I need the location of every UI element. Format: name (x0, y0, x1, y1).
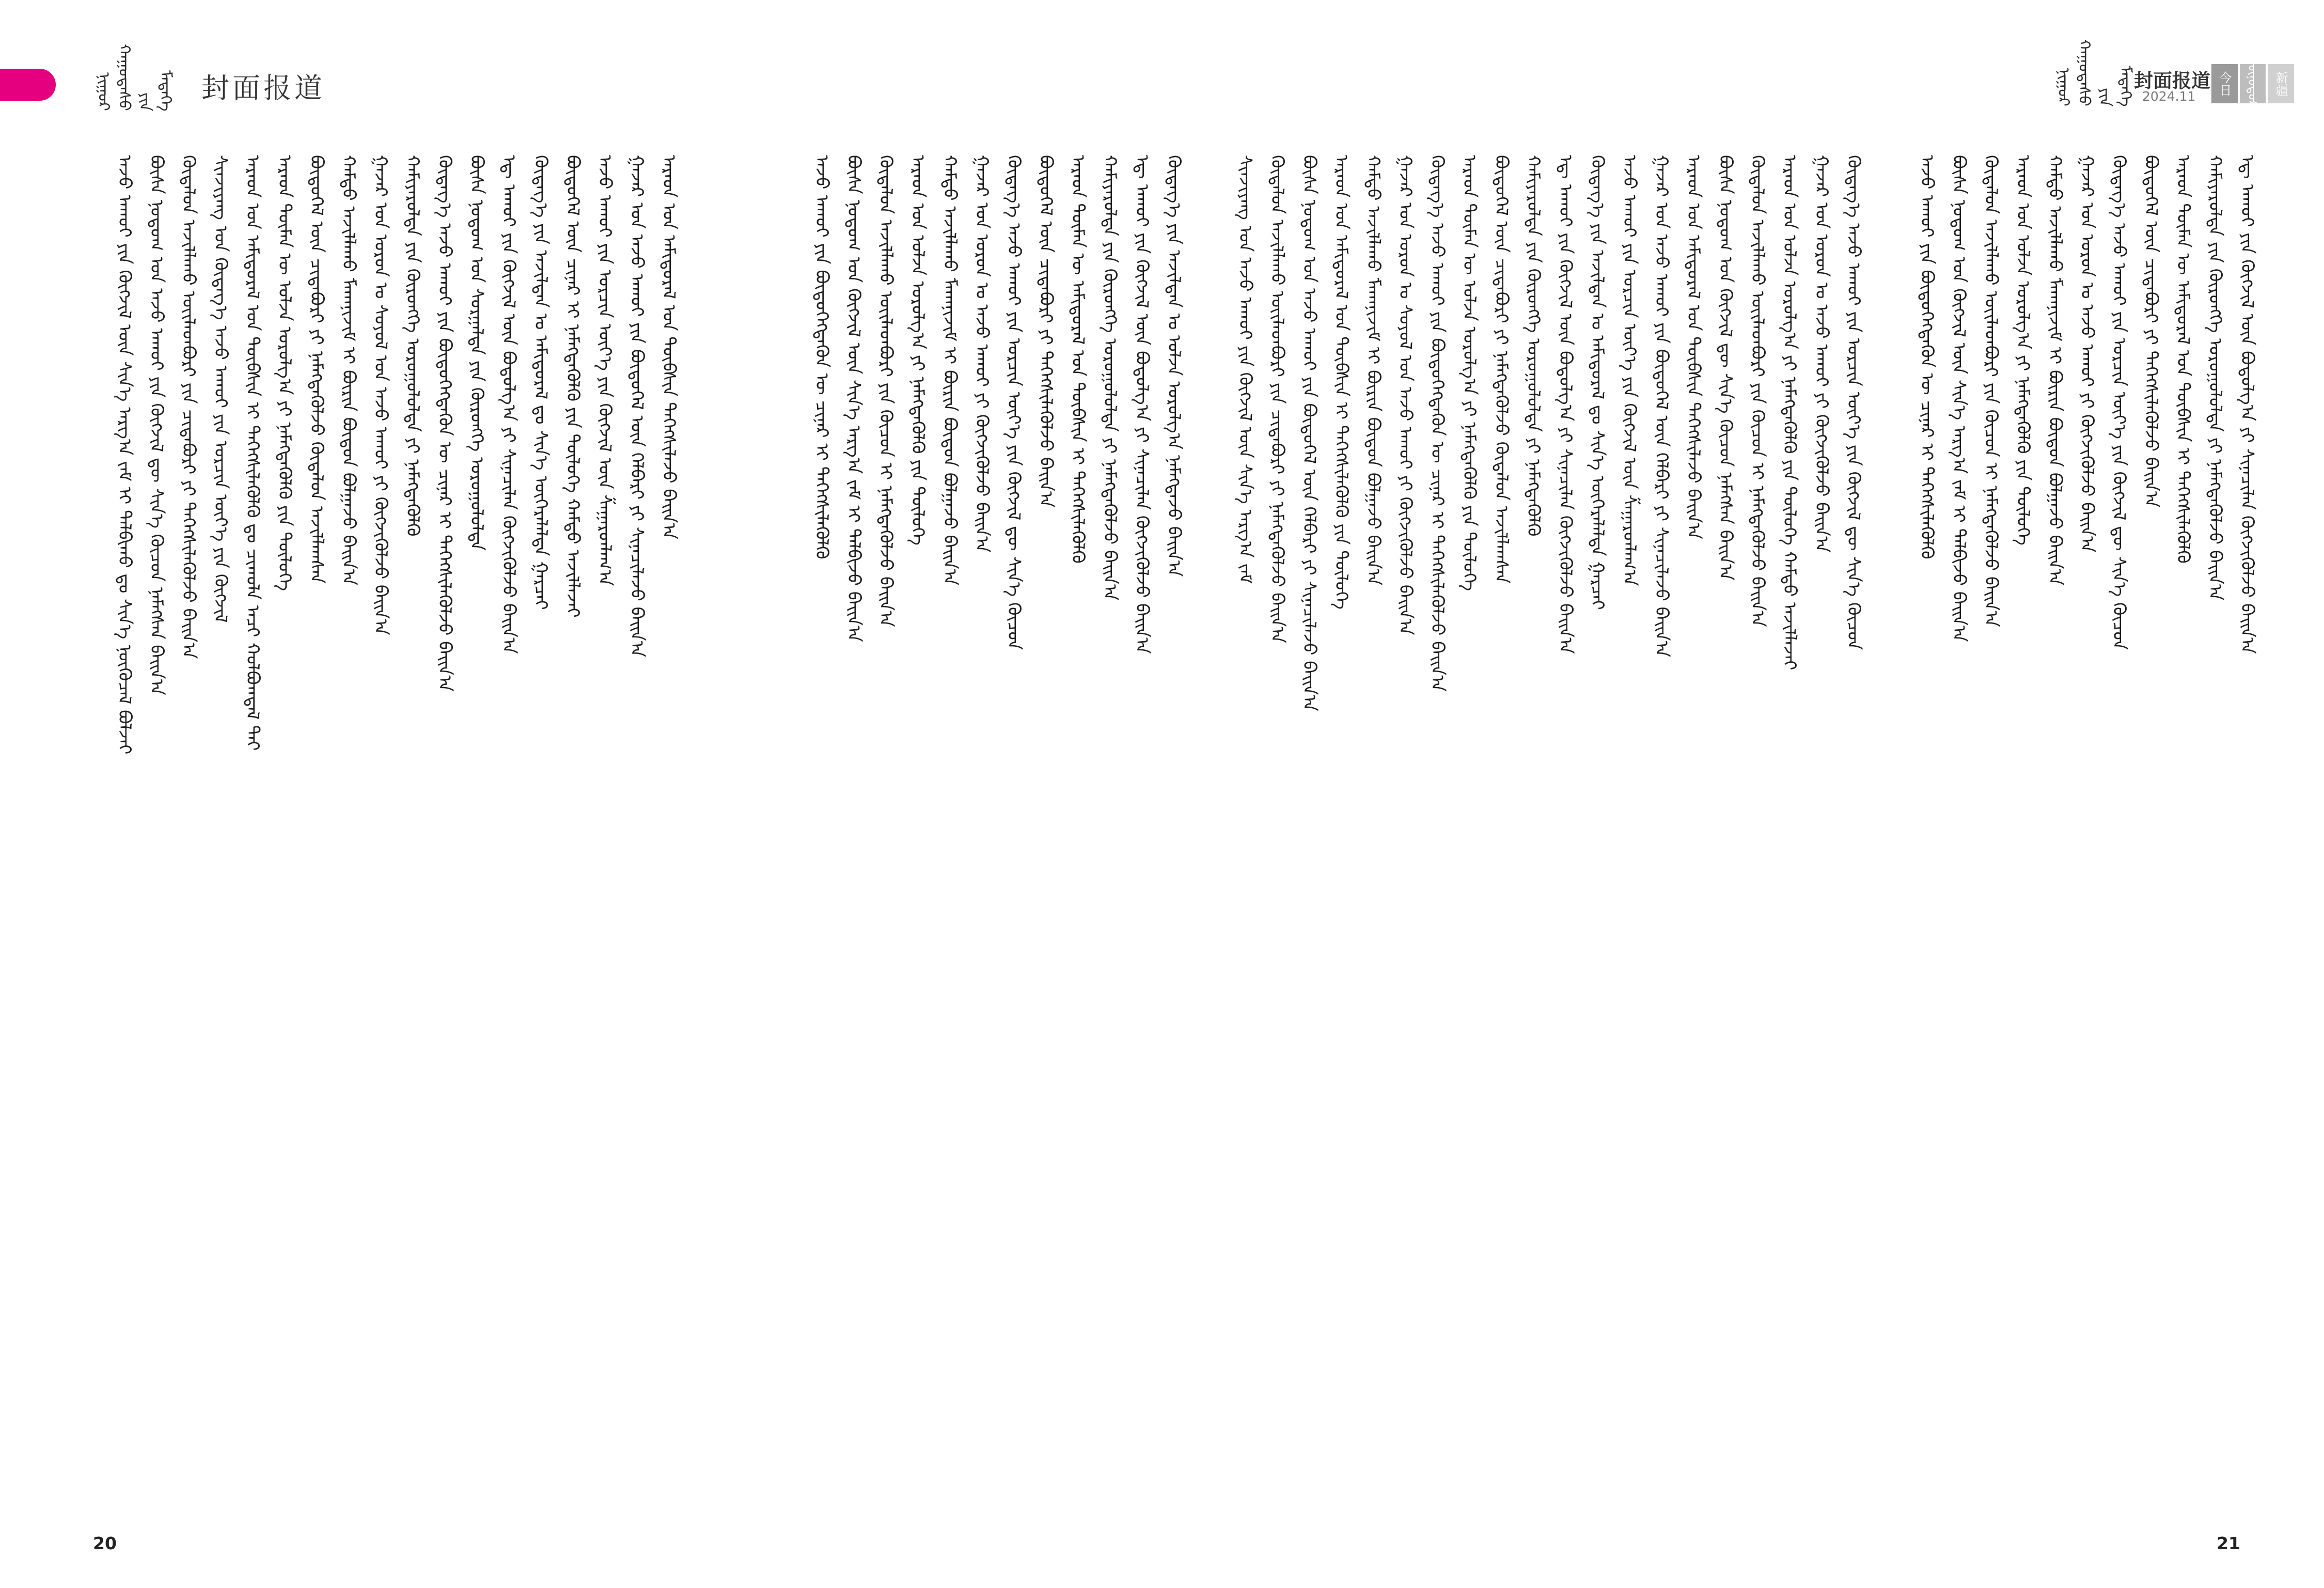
text-line: ᠡᠳ᠋ ᠠᠬᠤᠢ ᠶᠢᠨ ᠬᠥᠭᠵᠢᠯ ᠦᠨ ᠪᠣᠳᠣᠯᠭ᠎ᠠ ᠶᠢ ᠰᠢᠨᠡᠴᠢᠯᠡᠨ ᠬᠥᠭᠵᠢᠭᠦᠯᠵᠦ ᠪᠠᠢᠨ᠎ᠠ (2237, 155, 2257, 654)
text-line: ᠡᠳ᠋ ᠠᠬᠤᠢ ᠶᠢᠨ ᠬᠥᠭᠵᠢᠯ ᠦᠨ ᠪᠣᠳᠣᠯᠭ᠎ᠠ ᠶᠢ ᠰᠢᠨᠡᠴᠢᠯᠡᠨ ᠬᠥᠭᠵᠢᠭᠦᠯᠵᠦ ᠪᠠᠢᠨ᠎ᠠ (1555, 155, 1576, 654)
text-line: ᠠᠷᠠᠳ ᠤᠨ ᠣᠯᠵᠠ ᠣᠷᠣᠯᠭ᠎ᠠ ᠶᠢ ᠨᠡᠮᠡᠭᠳᠡᠭᠦᠯᠬᠦ ᠶᠢᠨ ᠲᠥᠯᠥᠭᠡ (2013, 155, 2033, 546)
text-line: ᠪᠦᠲᠦᠭᠡᠯ ᠦᠨ ᠴᠢᠳᠠᠪᠤᠷᠢ ᠶᠢ ᠳᠡᠭᠡᠭᠰᠢᠯᠡᠭᠦᠯᠵᠦ ᠪᠠᠢᠨ᠎ᠠ (2141, 155, 2161, 508)
text-line: ᠬᠥᠳᠡᠯᠦᠨ ᠠᠵᠢᠯᠯᠠᠬᠤ ᠦᠢᠯᠡᠳᠪᠦᠷᠢ ᠶᠢᠨ ᠴᠢᠳᠠᠪᠤᠷᠢ ᠶᠢ ᠳᠡᠭᠡᠭᠰᠢᠯᠡᠭᠦᠯᠵᠦ ᠪᠠᠢᠨ᠎ᠠ (178, 155, 199, 659)
text-line: ᠠᠷᠠᠳ ᠤᠨ ᠠᠮᠢᠳᠤᠷᠠᠯ ᠤᠨ ᠲᠦᠪᠰᠢᠨ ᠳᠡᠭᠡᠭᠰᠢᠯᠡᠵᠦ ᠪᠠᠢᠨ᠎ᠠ (658, 155, 679, 539)
section-title-word: ᠮᠡᠳᠡᠭᠡ (2116, 65, 2134, 106)
text-line: ᠪᠦᠲᠦᠭᠡᠯ ᠦᠨ ᠴᠢᠳᠠᠪᠤᠷᠢ ᠶᠢ ᠨᠡᠮᠡᠭᠳᠡᠭᠦᠯᠵᠦ ᠬᠥᠳᠡᠯᠦᠨ ᠠᠵᠢᠯᠯᠠᠭᠰᠠᠨ (306, 155, 327, 584)
text-line: ᠭᠠᠵᠠᠷ ᠤᠨ ᠣᠷᠣᠨ ᠤ ᠠᠵᠤ ᠠᠬᠤᠢ ᠶᠢ ᠬᠥᠭᠵᠢᠭᠦᠯᠵᠦ ᠪᠠᠢᠨ᠎ᠠ (971, 155, 992, 553)
text-line: ᠠᠵᠤ ᠠᠬᠤᠢ ᠶᠢᠨ ᠣᠷᠴᠢᠨ ᠦᠶ᠎ᠡ ᠶᠢᠨ ᠬᠥᠭᠵᠢᠯ ᠦᠨ ᠱᠠᠭᠠᠷᠳᠯᠠᠭ᠎ᠠ (594, 155, 615, 586)
text-line: ᠭᠠᠵᠠᠷ ᠤᠨ ᠣᠷᠣᠨ ᠤ ᠰᠣᠶᠣᠯ ᠤᠨ ᠠᠵᠤ ᠠᠬᠤᠢ ᠶᠢ ᠬᠥᠭᠵᠢᠭᠦᠯᠵᠦ ᠪᠠᠢᠨ᠎ᠠ (1395, 155, 1416, 635)
text-line: ᠬᠠᠮᠢᠶᠠᠷᠤᠯᠲᠠ ᠶᠢᠨ ᠬᠥᠷᠥᠩᠭᠡ ᠣᠷᠣᠭᠤᠯᠤᠯᠲᠠ ᠶᠢ ᠨᠡᠮᠡᠭᠳᠡᠭᠦᠯᠵᠦ ᠪᠠᠢᠨ᠎ᠠ (1100, 155, 1120, 601)
text-line: ᠬᠥᠳᠡᠭ᠎ᠡ ᠠᠵᠤ ᠠᠬᠤᠢ ᠶᠢᠨ ᠣᠷᠴᠢᠨ ᠦᠶ᠎ᠡ ᠶᠢᠨ ᠬᠥᠭᠵᠢᠯ ᠳᠦ ᠰᠢᠨ᠎ᠡ ᠬᠦᠴᠦᠨ (1843, 155, 1864, 650)
text-line: ᠠᠷᠠᠳ ᠲᠦᠮᠡᠨ ᠦ ᠣᠯᠵᠠ ᠣᠷᠣᠯᠭ᠎ᠠ ᠶᠢ ᠨᠡᠮᠡᠭᠳᠡᠭᠦᠯᠬᠦ ᠶᠢᠨ ᠲᠥᠯᠥᠭᠡ (1459, 155, 1480, 591)
issue-number: 2024.11 (2142, 89, 2196, 104)
text-line: ᠭᠠᠵᠠᠷ ᠤᠨ ᠠᠵᠤ ᠠᠬᠤᠢ ᠶᠢᠨ ᠪᠦᠲᠦᠭᠡᠯ ᠦᠨ ᠬᠡᠯᠪᠡᠷᠢ ᠶᠢ ᠰᠢᠨᠡᠴᠢᠯᠡᠵᠦ ᠪᠠᠢᠨ᠎ᠠ (1651, 155, 1672, 658)
section-title-word: ᠨᠢᠭᠤᠷ (95, 72, 113, 111)
text-line: ᠬᠠᠮᠲᠤ ᠠᠵᠢᠯᠯᠠᠬᠤ ᠮᠡᠬᠠᠨᠢᠵᠢᠮ ᠢ ᠪᠦᠷᠢᠨ ᠪᠦᠲᠦᠨ ᠪᠣᠯᠭᠠᠵᠤ ᠪᠠᠢᠨ᠎ᠠ (939, 155, 960, 586)
text-line: ᠪᠦᠰᠡ ᠨᠤᠲᠤᠭ ᠤᠨ ᠠᠵᠤ ᠠᠬᠤᠢ ᠶᠢᠨ ᠬᠥᠭᠵᠢᠯ ᠳᠦ ᠰᠢᠨ᠎ᠡ ᠬᠦᠴᠦᠨ ᠨᠡᠮᠡᠭᠰᠡᠨ ᠪᠠᠢᠨ᠎ᠠ (146, 155, 167, 695)
text-line: ᠠᠷᠠᠳ ᠤᠨ ᠠᠮᠢᠳᠤᠷᠠᠯ ᠤᠨ ᠲᠦᠪᠰᠢᠨ ᠢ ᠳᠡᠭᠡᠭᠰᠢᠯᠡᠭᠦᠯᠬᠦ ᠶᠢᠨ ᠲᠥᠯᠥᠭᠡ (1331, 155, 1352, 610)
text-line: ᠠᠷᠠᠳ ᠲᠦᠮᠡᠨ ᠦ ᠣᠯᠵᠠ ᠣᠷᠣᠯᠭ᠎ᠠ ᠶᠢ ᠨᠡᠮᠡᠭᠳᠡᠭᠦᠯᠬᠦ ᠶᠢᠨ ᠲᠥᠯᠥᠭᠡ (274, 155, 295, 591)
text-line: ᠬᠠᠮᠲᠤ ᠠᠵᠢᠯᠯᠠᠬᠤ ᠮᠡᠬᠠᠨᠢᠵᠢᠮ ᠢ ᠪᠦᠷᠢᠨ ᠪᠦᠲᠦᠨ ᠪᠣᠯᠭᠠᠵᠤ ᠪᠠᠢᠨ᠎ᠠ (2045, 155, 2065, 586)
text-line: ᠬᠠᠮᠲᠤ ᠠᠵᠢᠯᠯᠠᠬᠤ ᠮᠡᠬᠠᠨᠢᠵᠢᠮ ᠢ ᠪᠦᠷᠢᠨ ᠪᠦᠲᠦᠨ ᠪᠣᠯᠭᠠᠵᠤ ᠪᠠᠢᠨ᠎ᠠ (1363, 155, 1384, 586)
text-line: ᠬᠥᠳᠡᠯᠦᠨ ᠠᠵᠢᠯᠯᠠᠬᠤ ᠦᠢᠯᠡᠳᠪᠦᠷᠢ ᠶᠢᠨ ᠴᠢᠳᠠᠪᠤᠷᠢ ᠶᠢ ᠨᠡᠮᠡᠭᠳᠡᠭᠦᠯᠵᠦ ᠪᠠᠢᠨ᠎ᠠ (1267, 155, 1287, 643)
text-line: ᠪᠦᠰᠡ ᠨᠤᠲᠤᠭ ᠤᠨ ᠬᠥᠭᠵᠢᠯ ᠳᠦ ᠰᠢᠨ᠎ᠡ ᠬᠦᠴᠦᠨ ᠨᠡᠮᠡᠭᠰᠡᠨ ᠪᠠᠢᠨ᠎ᠠ (1715, 155, 1736, 581)
text-line: ᠬᠥᠳᠡᠭ᠎ᠡ ᠶᠢᠨ ᠠᠵᠢᠯᠲᠠᠨ ᠤ ᠠᠮᠢᠳᠤᠷᠠᠯ ᠳᠤ ᠰᠢᠨ᠎ᠡ ᠥᠭᠡᠷᠡᠯᠡᠯᠲᠡ ᠭᠠᠷᠴᠠᠢ (1587, 155, 1608, 610)
text-line: ᠬᠥᠳᠡᠭ᠎ᠡ ᠶᠢᠨ ᠠᠵᠢᠯᠲᠠᠨ ᠤ ᠣᠯᠵᠠ ᠣᠷᠣᠯᠭ᠎ᠠ ᠨᠡᠮᠡᠭᠳᠡᠵᠦ ᠪᠠᠢᠨ᠎ᠠ (1164, 155, 1184, 577)
text-line: ᠠᠵᠤ ᠠᠬᠤᠢ ᠶᠢᠨ ᠣᠷᠴᠢᠨ ᠦᠶ᠎ᠡ ᠶᠢᠨ ᠬᠥᠭᠵᠢᠯ ᠦᠨ ᠱᠠᠭᠠᠷᠳᠯᠠᠭ᠎ᠠ (1619, 155, 1640, 586)
section-tab-marker (0, 69, 56, 101)
text-line: ᠭᠠᠵᠠᠷ ᠤᠨ ᠣᠷᠣᠨ ᠤ ᠠᠵᠤ ᠠᠬᠤᠢ ᠶᠢ ᠬᠥᠭᠵᠢᠭᠦᠯᠵᠦ ᠪᠠᠢᠨ᠎ᠠ (1811, 155, 1832, 553)
text-line: ᠠᠷᠠᠳ ᠲᠦᠮᠡᠨ ᠦ ᠠᠮᠢᠳᠤᠷᠠᠯ ᠤᠨ ᠲᠦᠪᠰᠢᠨ ᠢ ᠳᠡᠭᠡᠭᠰᠢᠯᠡᠭᠦᠯᠬᠦ (2173, 155, 2193, 564)
text-line: ᠬᠥᠳᠡᠯᠦᠨ ᠠᠵᠢᠯᠯᠠᠬᠤ ᠦᠢᠯᠡᠳᠪᠦᠷᠢ ᠶᠢᠨ ᠬᠦᠴᠦᠨ ᠢ ᠨᠡᠮᠡᠭᠳᠡᠭᠦᠯᠵᠦ ᠪᠠᠢᠨ᠎ᠠ (875, 155, 896, 627)
text-line: ᠬᠥᠳᠡᠭ᠎ᠡ ᠠᠵᠤ ᠠᠬᠤᠢ ᠶᠢᠨ ᠪᠦᠲᠦᠭᠡᠭᠳᠡᠬᠦᠨ ᠦ ᠴᠢᠨᠠᠷ ᠢ ᠳᠡᠭᠡᠭᠰᠢᠯᠡᠭᠦᠯᠵᠦ ᠪᠠᠢᠨ᠎ᠠ (434, 155, 455, 692)
section-title-mongolian-left (95, 44, 175, 111)
text-line: ᠠᠷᠠᠳ ᠲᠦᠮᠡᠨ ᠦ ᠠᠮᠢᠳᠤᠷᠠᠯ ᠤᠨ ᠲᠦᠪᠰᠢᠨ ᠢ ᠳᠡᠭᠡᠭᠰᠢᠯᠡᠭᠦᠯᠬᠦ (1067, 155, 1088, 564)
text-line: ᠠᠷᠠᠳ ᠤᠨ ᠣᠯᠵᠠ ᠣᠷᠣᠯᠭ᠎ᠠ ᠶᠢ ᠨᠡᠮᠡᠭᠳᠡᠭᠦᠯᠬᠦ ᠶᠢᠨ ᠲᠥᠯᠥᠭᠡ ᠬᠠᠮᠲᠤ ᠠᠵᠢᠯᠯᠠᠵᠠᠢ (1779, 155, 1800, 671)
text-line: ᠪᠦᠰᠡ ᠨᠤᠲᠤᠭ ᠤᠨ ᠠᠵᠤ ᠠᠬᠤᠢ ᠶᠢᠨ ᠪᠦᠲᠦᠭᠡᠯ ᠦᠨ ᠬᠡᠯᠪᠡᠷᠢ ᠶᠢ ᠰᠢᠨᠡᠴᠢᠯᠡᠵᠦ ᠪᠠᠢᠨ᠎ᠠ (1299, 155, 1320, 711)
text-line: ᠬᠥᠳᠡᠯᠦᠨ ᠠᠵᠢᠯᠯᠠᠬᠤ ᠦᠢᠯᠡᠳᠪᠦᠷᠢ ᠶᠢᠨ ᠬᠦᠴᠦᠨ ᠢ ᠨᠡᠮᠡᠭᠳᠡᠭᠦᠯᠵᠦ ᠪᠠᠢᠨ᠎ᠠ (1747, 155, 1768, 627)
logo-part: 今日 (2211, 64, 2238, 103)
text-line: ᠠᠵᠤ ᠠᠬᠤᠢ ᠶᠢᠨ ᠬᠥᠭᠵᠢᠯ ᠦᠨ ᠱᠢᠨ᠎ᠡ ᠠᠷᠭ᠎ᠠ ᠵᠠᠮ ᠢ ᠲᠠᠯᠪᠢᠬᠤ ᠳᠤ ᠰᠢᠨ᠎ᠡ ᠨᠦᠭᠦᠴᠡᠯ ᠪᠣᠯᠵᠠᠢ (114, 155, 135, 755)
page-number-left: 20 (93, 1533, 117, 1553)
text-line: ᠬᠥᠳᠡᠭ᠎ᠡ ᠠᠵᠤ ᠠᠬᠤᠢ ᠶᠢᠨ ᠣᠷᠴᠢᠨ ᠦᠶ᠎ᠡ ᠶᠢᠨ ᠬᠥᠭᠵᠢᠯ ᠳᠦ ᠰᠢᠨ᠎ᠡ ᠬᠦᠴᠦᠨ (1003, 155, 1024, 650)
text-line: ᠬᠥᠳᠡᠭ᠎ᠡ ᠶᠢᠨ ᠠᠵᠢᠯᠲᠠᠨ ᠤ ᠠᠮᠢᠳᠤᠷᠠᠯ ᠳᠤ ᠰᠢᠨ᠎ᠡ ᠥᠭᠡᠷᠡᠯᠡᠯᠲᠡ ᠭᠠᠷᠴᠠᠢ (530, 155, 551, 610)
text-line: ᠠᠷᠠᠳ ᠤᠨ ᠠᠮᠢᠳᠤᠷᠠᠯ ᠤᠨ ᠲᠦᠪᠰᠢᠨ ᠳᠡᠭᠡᠭᠰᠢᠯᠡᠵᠦ ᠪᠠᠢᠨ᠎ᠠ (1683, 155, 1704, 539)
text-line: ᠬᠥᠳᠡᠭ᠎ᠡ ᠠᠵᠤ ᠠᠬᠤᠢ ᠶᠢᠨ ᠣᠷᠴᠢᠨ ᠦᠶ᠎ᠡ ᠶᠢᠨ ᠬᠥᠭᠵᠢᠯ ᠳᠦ ᠰᠢᠨ᠎ᠡ ᠬᠦᠴᠦᠨ (2109, 155, 2129, 650)
text-line: ᠬᠠᠮᠢᠶᠠᠷᠤᠯᠲᠠ ᠶᠢᠨ ᠬᠥᠷᠥᠩᠭᠡ ᠣᠷᠣᠭᠤᠯᠤᠯᠲᠠ ᠶᠢ ᠨᠡᠮᠡᠭᠳᠡᠭᠦᠯᠬᠦ (1523, 155, 1544, 537)
text-line: ᠭᠠᠵᠠᠷ ᠤᠨ ᠠᠵᠤ ᠠᠬᠤᠢ ᠶᠢᠨ ᠪᠦᠲᠦᠭᠡᠯ ᠦᠨ ᠬᠡᠯᠪᠡᠷᠢ ᠶᠢ ᠰᠢᠨᠡᠴᠢᠯᠡᠵᠦ ᠪᠠᠢᠨ᠎ᠠ (626, 155, 647, 658)
page-number-right: 21 (2217, 1533, 2240, 1553)
text-line: ᠠᠵᠤ ᠠᠬᠤᠢ ᠶᠢᠨ ᠪᠦᠲᠦᠭᠡᠭᠳᠡᠬᠦᠨ ᠦ ᠴᠢᠨᠠᠷ ᠢ ᠳᠡᠭᠡᠭᠰᠢᠯᠡᠭᠦᠯᠬᠦ (1917, 155, 1937, 559)
text-line: ᠪᠦᠲᠦᠭᠡᠯ ᠦᠨ ᠴᠢᠳᠠᠪᠤᠷᠢ ᠶᠢ ᠳᠡᠭᠡᠭᠰᠢᠯᠡᠭᠦᠯᠵᠦ ᠪᠠᠢᠨ᠎ᠠ (1035, 155, 1056, 508)
text-line: ᠬᠥᠳᠡᠯᠦᠨ ᠠᠵᠢᠯᠯᠠᠬᠤ ᠦᠢᠯᠡᠳᠪᠦᠷᠢ ᠶᠢᠨ ᠬᠦᠴᠦᠨ ᠢ ᠨᠡᠮᠡᠭᠳᠡᠭᠦᠯᠵᠦ ᠪᠠᠢᠨ᠎ᠠ (1981, 155, 2001, 627)
section-title-word: ᠬᠠᠭᠤᠳᠠᠰᠤ (115, 44, 133, 111)
text-line: ᠱᠢᠨᠵᠢᠶᠠᠩ ᠤᠨ ᠬᠥᠳᠡᠭ᠎ᠡ ᠠᠵᠤ ᠠᠬᠤᠢ ᠶᠢᠨ ᠣᠷᠴᠢᠨ ᠦᠶ᠎ᠡ ᠶᠢᠨ ᠬᠥᠭᠵᠢᠯ (210, 155, 231, 623)
text-line: ᠪᠦᠰᠡ ᠨᠤᠲᠤᠭ ᠤᠨ ᠰᠤᠷᠭᠠᠯᠲᠠ ᠶᠢᠨ ᠬᠥᠷᠥᠩᠭᠡ ᠣᠷᠣᠭᠤᠯᠤᠯᠲᠠ (466, 155, 487, 551)
text-line: ᠡᠳ᠋ ᠠᠬᠤᠢ ᠶᠢᠨ ᠬᠥᠭᠵᠢᠯ ᠦᠨ ᠪᠣᠳᠣᠯᠭ᠎ᠠ ᠶᠢ ᠰᠢᠨᠡᠴᠢᠯᠡᠨ ᠬᠥᠭᠵᠢᠭᠦᠯᠵᠦ ᠪᠠᠢᠨ᠎ᠠ (498, 155, 519, 654)
text-line: ᠪᠦᠲᠦᠭᠡᠯ ᠦᠨ ᠴᠢᠳᠠᠪᠤᠷᠢ ᠶᠢ ᠨᠡᠮᠡᠭᠳᠡᠭᠦᠯᠵᠦ ᠬᠥᠳᠡᠯᠦᠨ ᠠᠵᠢᠯᠯᠠᠭᠰᠠᠨ (1491, 155, 1512, 584)
text-line: ᠠᠷᠠᠳ ᠤᠨ ᠣᠯᠵᠠ ᠣᠷᠣᠯᠭ᠎ᠠ ᠶᠢ ᠨᠡᠮᠡᠭᠳᠡᠭᠦᠯᠬᠦ ᠶᠢᠨ ᠲᠥᠯᠥᠭᠡ (907, 155, 928, 546)
section-title-word: ᠨᠢᠭᠤᠷ (2054, 68, 2072, 106)
text-line: ᠭᠠᠵᠠᠷ ᠤᠨ ᠣᠷᠣᠨ ᠤ ᠠᠵᠤ ᠠᠬᠤᠢ ᠶᠢ ᠬᠥᠭᠵᠢᠭᠦᠯᠵᠦ ᠪᠠᠢᠨ᠎ᠠ (2077, 155, 2097, 553)
text-line: ᠪᠦᠲᠦᠭᠡᠯ ᠦᠨ ᠴᠢᠨᠠᠷ ᠢ ᠨᠡᠮᠡᠭᠳᠡᠭᠦᠯᠬᠦ ᠶᠢᠨ ᠲᠥᠯᠥᠭᠡ ᠬᠠᠮᠲᠤ ᠠᠵᠢᠯᠯᠠᠵᠠᠢ (562, 155, 583, 618)
text-line: ᠬᠥᠳᠡᠭ᠎ᠡ ᠠᠵᠤ ᠠᠬᠤᠢ ᠶᠢᠨ ᠪᠦᠲᠦᠭᠡᠭᠳᠡᠬᠦᠨ ᠦ ᠴᠢᠨᠠᠷ ᠢ ᠳᠡᠭᠡᠭᠰᠢᠯᠡᠭᠦᠯᠵᠦ ᠪᠠᠢᠨ᠎ᠠ (1427, 155, 1448, 692)
text-line: ᠬᠠᠮᠲᠤ ᠠᠵᠢᠯᠯᠠᠬᠤ ᠮᠡᠬᠠᠨᠢᠵᠢᠮ ᠢ ᠪᠦᠷᠢᠨ ᠪᠦᠲᠦᠨ ᠪᠣᠯᠭᠠᠵᠤ ᠪᠠᠢᠨ᠎ᠠ (338, 155, 359, 586)
section-title-left: 封面报道 (201, 72, 325, 104)
text-line: ᠱᠢᠨᠵᠢᠶᠠᠩ ᠤᠨ ᠠᠵᠤ ᠠᠬᠤᠢ ᠶᠢᠨ ᠬᠥᠭᠵᠢᠯ ᠦᠨ ᠰᠢᠨ᠎ᠡ ᠠᠷᠭ᠎ᠠ ᠵᠠᠮ (1235, 155, 1255, 584)
page21-text-block-left (1229, 155, 1885, 1508)
text-line: ᠭᠠᠵᠠᠷ ᠤᠨ ᠣᠷᠣᠨ ᠤ ᠰᠣᠶᠣᠯ ᠤᠨ ᠠᠵᠤ ᠠᠬᠤᠢ ᠶᠢ ᠬᠥᠭᠵᠢᠭᠦᠯᠵᠦ ᠪᠠᠢᠨ᠎ᠠ (370, 155, 391, 635)
text-line: ᠬᠠᠮᠢᠶᠠᠷᠤᠯᠲᠠ ᠶᠢᠨ ᠬᠥᠷᠥᠩᠭᠡ ᠣᠷᠣᠭᠤᠯᠤᠯᠲᠠ ᠶᠢ ᠨᠡᠮᠡᠭᠳᠡᠭᠦᠯᠬᠦ (402, 155, 423, 537)
text-line: ᠬᠠᠮᠢᠶᠠᠷᠤᠯᠲᠠ ᠶᠢᠨ ᠬᠥᠷᠥᠩᠭᠡ ᠣᠷᠣᠭᠤᠯᠤᠯᠲᠠ ᠶᠢ ᠨᠡᠮᠡᠭᠳᠡᠭᠦᠯᠵᠦ ᠪᠠᠢᠨ᠎ᠠ (2205, 155, 2225, 601)
magazine-logo (2211, 59, 2294, 108)
page21-text-block-right (1911, 155, 2303, 1508)
section-title-word: ᠶᠢᠨ (2096, 87, 2114, 106)
logo-part: 新疆 (2268, 64, 2294, 103)
text-line: ᠪᠦᠰᠡ ᠨᠤᠲᠤᠭ ᠤᠨ ᠬᠥᠭᠵᠢᠯ ᠦᠨ ᠰᠢᠨ᠎ᠡ ᠠᠷᠭ᠎ᠠ ᠵᠠᠮ ᠢ ᠲᠠᠯᠪᠢᠵᠤ ᠪᠠᠢᠨ᠎ᠠ (1949, 155, 1969, 642)
section-title-word: ᠬᠠᠭᠤᠳᠠᠰᠤ (2075, 39, 2093, 106)
page20-text-block-left (108, 155, 759, 1508)
section-title-mongolian-right (2054, 39, 2134, 106)
logo-part: ᠥᠨᠥᠳᠦᠷ (2240, 64, 2266, 103)
text-line: ᠠᠷᠠᠳ ᠤᠨ ᠠᠮᠢᠳᠤᠷᠠᠯ ᠤᠨ ᠲᠦᠪᠰᠢᠨ ᠢ ᠳᠡᠭᠡᠭᠰᠢᠯᠡᠭᠦᠯᠬᠦ ᠳᠤ ᠴᠢᠬᠤᠯᠠ ᠠᠴᠢ ᠬᠣᠯᠪᠣᠭᠳᠠᠯ ᠲᠠᠢ (242, 155, 263, 751)
text-line: ᠪᠦᠰᠡ ᠨᠤᠲᠤᠭ ᠤᠨ ᠬᠥᠭᠵᠢᠯ ᠦᠨ ᠰᠢᠨ᠎ᠡ ᠠᠷᠭ᠎ᠠ ᠵᠠᠮ ᠢ ᠲᠠᠯᠪᠢᠵᠤ ᠪᠠᠢᠨ᠎ᠠ (843, 155, 864, 642)
page20-text-block-right (806, 155, 1203, 1508)
section-title-word: ᠶᠢᠨ (136, 92, 154, 111)
section-title-word: ᠮᠡᠳᠡᠭᠡ (156, 70, 175, 111)
text-line: ᠠᠵᠤ ᠠᠬᠤᠢ ᠶᠢᠨ ᠪᠦᠲᠦᠭᠡᠭᠳᠡᠬᠦᠨ ᠦ ᠴᠢᠨᠠᠷ ᠢ ᠳᠡᠭᠡᠭᠰᠢᠯᠡᠭᠦᠯᠬᠦ (811, 155, 832, 559)
section-title-right: 封面报道 (2134, 70, 2210, 92)
text-line: ᠡᠳ᠋ ᠠᠬᠤᠢ ᠶᠢᠨ ᠬᠥᠭᠵᠢᠯ ᠦᠨ ᠪᠣᠳᠣᠯᠭ᠎ᠠ ᠶᠢ ᠰᠢᠨᠡᠴᠢᠯᠡᠨ ᠬᠥᠭᠵᠢᠭᠦᠯᠵᠦ ᠪᠠᠢᠨ᠎ᠠ (1132, 155, 1152, 654)
